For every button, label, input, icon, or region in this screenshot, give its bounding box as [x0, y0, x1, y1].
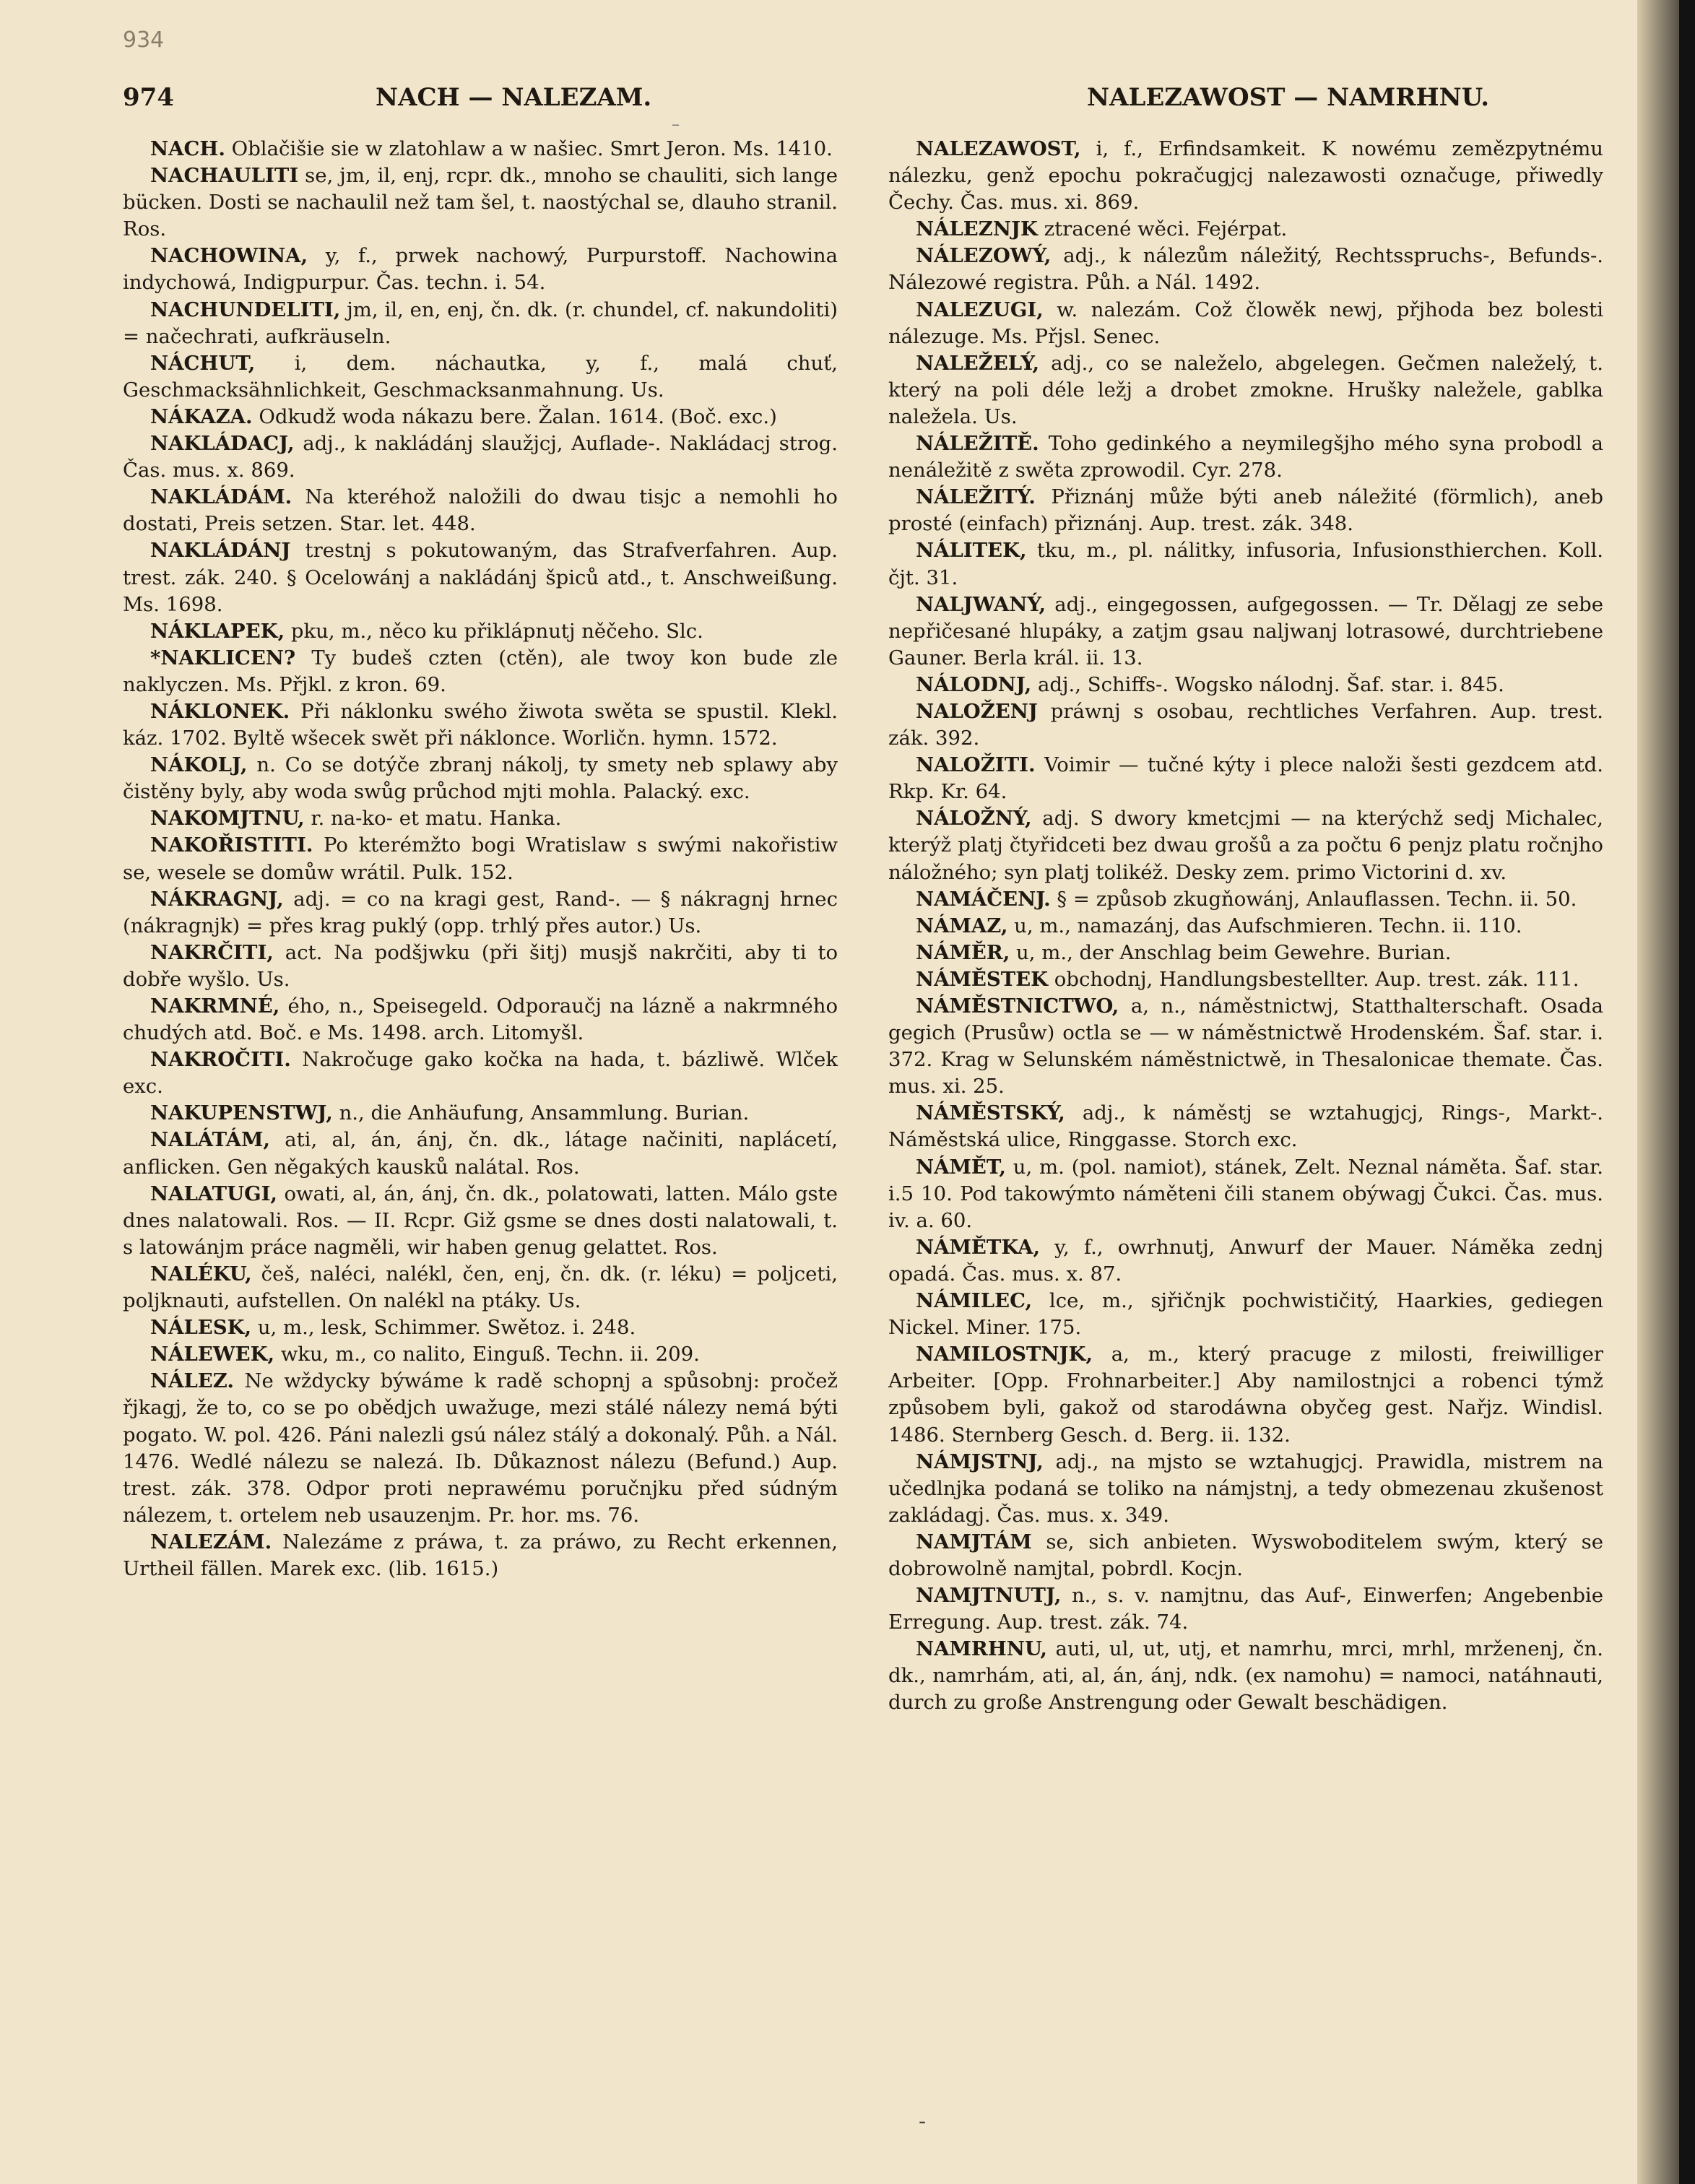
dictionary-entry — [123, 430, 838, 484]
entry-headword: NAKROČITI. — [150, 1048, 291, 1072]
entry-headword: NÁMĚSTEK — [916, 967, 1049, 991]
entry-text: § = způsob zkugňowánj, Anlauflassen. Techn. ii. 50. — [1050, 887, 1577, 911]
dictionary-entry — [123, 993, 838, 1046]
entry-text: adj., eingegossen, aufgegossen. — Tr. Dělagj ze sebe nepřičesané hlupáky, a zatjm gsau naljwanj lotrasowé, durchtriebene Gauner. Berla král. ii. 13. — [888, 592, 1603, 670]
entry-text: r. na-ko- et matu. Hanka. — [304, 807, 562, 831]
dictionary-entry — [123, 1127, 838, 1180]
entry-text: act. Na podšjwku (při šitj) musjš nakrčiti, aby ti to dobře wyšlo. Us. — [123, 940, 838, 991]
entry-headword: NALEZUGI, — [916, 298, 1044, 321]
entry-headword: NALOŽENJ — [916, 699, 1038, 723]
dictionary-entry — [123, 162, 838, 243]
entry-text: adj., k nálezům náležitý, Rechtsspruchs-, Befunds-. Nálezowé registra. Půh. a Nál. 1492. — [888, 244, 1603, 295]
entry-text: Nakročuge gako kočka na hada, t. bázliwě. Wlček exc. — [123, 1048, 838, 1098]
entry-headword: NÁLEZNJK — [916, 217, 1038, 241]
dictionary-entry — [123, 243, 838, 296]
entry-headword: NACHOWINA, — [150, 244, 308, 268]
entry-text: adj. S dwory kmetcjmi — na kterýchž sedj Michalec, kterýž platj čtyřidceti bez dwau grošů a za počtu 6 penjz platu ročnjho náložného; syn platj tolikéž. Desky zem. primo Victorini d. xv. — [888, 807, 1603, 884]
entry-text: adj., k náměstj se wztahugjcj, Rings-, Markt-. Náměstská ulice, Ringgasse. Storch exc. — [888, 1101, 1603, 1152]
dictionary-entry — [888, 698, 1603, 752]
entry-headword: NÁLEZOWÝ, — [916, 244, 1052, 268]
entry-text: owati, al, án, ánj, čn. dk., polatowati, latten. Málo gste dnes nalatowali. Ros. — II. Rcpr. Giž gsme se dnes dosti nalatowali, t. s latowánjm práce nagměli, wir haben genug gelattet. Ros. — [123, 1182, 838, 1259]
dictionary-entry — [888, 537, 1603, 591]
entry-headword: NAMJTNUTJ, — [916, 1584, 1062, 1608]
entry-headword: NALOŽITI. — [916, 753, 1036, 777]
dictionary-entry — [888, 1449, 1603, 1529]
entry-headword: NAKLÁDÁM. — [150, 485, 292, 509]
entry-headword: NAMILOSTNJK, — [916, 1343, 1093, 1366]
entry-headword: NÁLEŽITÝ. — [916, 485, 1036, 509]
page-edge — [1679, 0, 1695, 2184]
dictionary-entry — [888, 1154, 1603, 1234]
entry-headword: NAKOMJTNU, — [150, 807, 305, 831]
entry-headword: NAKRČITI, — [150, 940, 274, 964]
entry-text: adj., co se naleželo, abgelegen. Gečmen naleželý, t. který na poli déle ležj a drobet zmokne. Hrušky naležele, gablka naležela. Us. — [888, 351, 1603, 428]
entry-text: Nalezáme z práwa, t. za práwo, zu Recht erkennen, Urtheil fällen. Marek exc. (lib. 1615.) — [123, 1530, 838, 1580]
entry-headword: NAKRMNÉ, — [150, 994, 280, 1018]
entry-text: Přiznánj může býti aneb náležité (förmlich), aneb prosté (einfach) přiznánj. Aup. trest. zák. 348. — [888, 485, 1603, 536]
dictionary-entry — [888, 243, 1603, 296]
entry-headword: NALATUGI, — [150, 1182, 278, 1205]
dictionary-entry — [123, 297, 838, 350]
dictionary-entry — [888, 297, 1603, 350]
entry-text: češ, naléci, nalékl, čen, enj, čn. dk. (r. léku) = poljceti, poljknauti, aufstellen. On nalékl na ptáky. Us. — [123, 1262, 838, 1313]
entry-headword: NAKUPENSTWJ, — [150, 1101, 333, 1125]
entry-text: u, m., der Anschlag beim Gewehre. Burian. — [1010, 940, 1452, 964]
entry-text: Na kteréhož naložili do dwau tisjc a nemohli ho dostati, Preis setzen. Star. let. 448. — [123, 485, 838, 536]
footer-mark: - — [919, 2109, 927, 2134]
entry-text: auti, ul, ut, utj, et namrhu, mrci, mrhl, mrženenj, čn. dk., namrhám, ati, al, án, ánj, ndk. (ex namohu) = namoci, natáhnauti, durch zu große Anstrengung oder Gewalt beschädigen. — [888, 1637, 1603, 1715]
dictionary-entry — [888, 592, 1603, 672]
dictionary-entry — [123, 1100, 838, 1127]
entry-headword: NÁCHUT, — [150, 351, 256, 375]
dictionary-entry — [888, 672, 1603, 698]
dictionary-entry — [123, 698, 838, 752]
entry-text: wku, m., co nalito, Einguß. Techn. ii. 209. — [274, 1343, 700, 1366]
entry-headword: NÁLOŽNÝ, — [916, 807, 1032, 831]
entry-headword: NÁMĚT, — [916, 1155, 1006, 1179]
dictionary-entry — [888, 1288, 1603, 1341]
entry-headword: NAKLÁDACJ, — [150, 432, 295, 456]
right-column — [888, 136, 1603, 1717]
dictionary-entry — [123, 618, 838, 645]
left-column — [123, 136, 838, 1582]
entry-headword: NÁKRAGNJ, — [150, 887, 284, 911]
entry-text: u, m., lesk, Schimmer. Swětoz. i. 248. — [251, 1316, 636, 1340]
entry-text: adj. = co na kragi gest, Rand-. — § nákragnj hrnec (nákragnjk) = přes krag puklý (opp. trhlý přes autor.) Us. — [123, 887, 838, 937]
dictionary-entry — [888, 805, 1603, 885]
dictionary-entry — [888, 752, 1603, 805]
entry-headword: NÁMĚR, — [916, 940, 1010, 964]
dictionary-entry — [888, 136, 1603, 216]
entry-text: se, sich anbieten. Wyswoboditelem swým, který se dobrowolně namjtal, pobrdl. Kocjn. — [888, 1530, 1603, 1580]
entry-headword: NACHUNDELITI, — [150, 298, 341, 321]
entry-headword: NÁKLAPEK, — [150, 619, 285, 643]
entry-text: i, dem. náchautka, y, f., malá chuť, Geschmacksähnlichkeit, Geschmacksanmahnung. Us. — [123, 351, 838, 402]
dictionary-entry — [888, 484, 1603, 537]
entry-text: Při náklonku swého žiwota swěta se spustil. Klekl. káz. 1702. Byltě wšecek swět při náklonce. Worličn. hymn. 1572. — [123, 699, 838, 750]
dictionary-entry — [888, 350, 1603, 430]
entry-headword: NAMJTÁM — [916, 1530, 1032, 1554]
dictionary-entry — [888, 1341, 1603, 1448]
entry-headword: NALEŽELÝ, — [916, 351, 1040, 375]
entry-text: adj., k nakládánj slaužjcj, Auflade-. Nakládacj strog. Čas. mus. x. 869. — [123, 432, 838, 482]
entry-headword: NALEZÁM. — [150, 1530, 272, 1554]
entry-headword: NALÉKU, — [150, 1262, 252, 1286]
entry-text: se, jm, il, enj, rcpr. dk., mnoho se chauliti, sich lange bücken. Dosti se nachaulil než tam šel, t. naostýchal se, dlauho stranil. Ros. — [123, 164, 838, 241]
entry-text: u, m. (pol. namiot), stánek, Zelt. Neznal náměta. Šaf. star. i.5 10. Pod takowýmto náměteni čili stanem obýwagj Čukci. Čas. mus. iv. a. 60. — [888, 1155, 1603, 1232]
dictionary-entry — [123, 1529, 838, 1582]
entry-text: ati, al, án, ánj, čn. dk., látage načiniti, naplácetí, anflicken. Gen něgakých kausků nalátal. Ros. — [123, 1128, 838, 1179]
entry-headword: NÁLEZ. — [150, 1369, 234, 1393]
entry-text: lce, m., sjřičnjk pochwističitý, Haarkies, gediegen Nickel. Miner. 175. — [888, 1289, 1603, 1340]
entry-headword: NAKOŘISTITI. — [150, 833, 313, 857]
entry-headword: NÁMĚSTSKÝ, — [916, 1101, 1065, 1125]
dictionary-entry — [888, 1100, 1603, 1153]
entry-text: tku, m., pl. nálitky, infusoria, Infusionsthierchen. Koll. čjt. 31. — [888, 539, 1603, 589]
entry-headword: NÁMĚTKA, — [916, 1235, 1041, 1259]
entry-headword: NÁLESK, — [150, 1316, 252, 1340]
entry-headword: NÁLEWEK, — [150, 1343, 275, 1366]
entry-text: n. Co se dotýče zbranj nákolj, ty smety neb splawy aby čistěny byly, aby woda swůg průchod mjti mohla. Palacký. exc. — [123, 753, 838, 804]
entry-headword: *NAKLICEN? — [150, 646, 296, 670]
entry-headword: NAMRHNU, — [916, 1637, 1047, 1661]
dictionary-entry — [123, 1314, 838, 1341]
running-header-left: NACH — NALEZAM. — [376, 83, 652, 112]
dictionary-entry — [123, 1368, 838, 1529]
entry-text: y, f., owrhnutj, Anwurf der Mauer. Náměka zednj opadá. Čas. mus. x. 87. — [888, 1235, 1603, 1286]
entry-text: w. nalezám. Což člowěk newj, přjhoda bez bolesti nálezuge. Ms. Přjsl. Senec. — [888, 298, 1603, 348]
entry-headword: NALÁTÁM, — [150, 1128, 270, 1152]
entry-text: Voimir — tučné kýty i plece naloži šesti gezdcem atd. Rkp. Kr. 64. — [888, 753, 1603, 804]
entry-text: a, n., náměstnictwj, Statthalterschaft. Osada gegich (Prusůw) octla se — w náměstnictwě Hrodenském. Šaf. star. i. 372. Krag w Selunském náměstnictwě, in Thesalonicae themate. Čas. mus. xi. 25. — [888, 994, 1603, 1098]
entry-text: jm, il, en, enj, čn. dk. (r. chundel, cf. nakundoliti) = načechrati, aufkräuseln. — [123, 298, 838, 348]
dictionary-entry — [123, 404, 838, 430]
entry-text: Toho gedinkého a neymilegšjho mého syna probodl a nenáležitě z swěta zprowodil. Cyr. 278. — [888, 432, 1603, 482]
entry-headword: NALEZAWOST, — [916, 137, 1081, 160]
entry-headword: NACH. — [150, 137, 225, 160]
dictionary-entry — [123, 350, 838, 404]
top-mark: – — [672, 116, 680, 134]
dictionary-entry — [888, 993, 1603, 1100]
dictionary-entry — [123, 537, 838, 618]
dictionary-entry — [888, 1582, 1603, 1636]
entry-headword: NÁKOLJ, — [150, 753, 248, 777]
entry-text: n., die Anhäufung, Ansammlung. Burian. — [332, 1101, 750, 1125]
dictionary-entry — [123, 940, 838, 993]
entry-headword: NAMÁČENJ. — [916, 887, 1051, 911]
entry-text: Po kterémžto bogi Wratislaw s swými nakořistiw se, wesele se domůw wrátil. Pulk. 152. — [123, 833, 838, 884]
entry-headword: NÁKLONEK. — [150, 699, 290, 723]
entry-text: adj., na mjsto se wztahugjcj. Prawidla, mistrem na učedlnjka podaná se toliko na námjstnj, a tedy obmezenau zkušenost zakládagj. Čas. mus. x. 349. — [888, 1450, 1603, 1527]
entry-headword: NÁMILEC, — [916, 1289, 1033, 1313]
dictionary-entry — [123, 1261, 838, 1314]
dictionary-entry — [123, 645, 838, 698]
entry-headword: NÁMJSTNJ, — [916, 1450, 1044, 1473]
dictionary-entry — [888, 913, 1603, 940]
entry-text: Oblačišie sie w zlatohlaw a w našiec. Smrt Jeron. Ms. 1410. — [225, 137, 833, 160]
dictionary-entry — [888, 886, 1603, 913]
entry-headword: NÁKAZA. — [150, 404, 253, 428]
dictionary-entry — [123, 832, 838, 885]
entry-headword: NÁMAZ, — [916, 914, 1008, 937]
entry-headword: NÁLODNJ, — [916, 672, 1032, 696]
dictionary-entry — [888, 1636, 1603, 1716]
dictionary-entry — [123, 1046, 838, 1100]
dictionary-entry — [123, 136, 838, 162]
entry-text: ého, n., Speisegeld. Odporaučj na lázně a nakrmného chudých atd. Boč. e Ms. 1498. arch. Litomyšl. — [123, 994, 838, 1045]
entry-headword: NÁMĚSTNICTWO, — [916, 994, 1119, 1018]
dictionary-entry — [123, 886, 838, 940]
entry-headword: NAKLÁDÁNJ — [150, 539, 291, 563]
dictionary-entry — [888, 430, 1603, 484]
dictionary-entry — [888, 940, 1603, 966]
entry-text: pku, m., něco ku přiklápnutj něčeho. Slc. — [285, 619, 703, 643]
entry-text: Ty budeš czten (ctěn), ale twoy kon bude zle naklyczen. Ms. Přjkl. z kron. 69. — [123, 646, 838, 696]
dictionary-entry — [888, 1529, 1603, 1582]
dictionary-entry — [123, 805, 838, 832]
dictionary-entry — [888, 1234, 1603, 1288]
entry-headword: NALJWANÝ, — [916, 592, 1046, 616]
entry-text: obchodnj, Handlungsbestellter. Aup. trest. zák. 111. — [1048, 967, 1579, 991]
entry-headword: NÁLEŽITĚ. — [916, 432, 1039, 456]
dictionary-entry — [123, 484, 838, 537]
dictionary-entry — [888, 966, 1603, 993]
dictionary-entry — [123, 1341, 838, 1368]
handwritten-page-number: 934 — [123, 27, 165, 53]
entry-text: a, m., který pracuge z milosti, freiwilliger Arbeiter. [Opp. Frohnarbeiter.] Aby namilostnjci a robenci týmž způsobem byli, gakož od starodáwna obyčeg gest. Nařjz. Windisl. 1486. Sternberg Gesch. d. Berg. ii. 132. — [888, 1343, 1603, 1447]
entry-text: práwnj s osobau, rechtliches Verfahren. Aup. trest. zák. 392. — [888, 699, 1603, 750]
entry-text: y, f., prwek nachowý, Purpurstoff. Nachowina indychowá, Indigpurpur. Čas. techn. i. 54. — [123, 244, 838, 295]
page-number: 974 — [123, 83, 174, 112]
entry-text: trestnj s pokutowaným, das Strafverfahren. Aup. trest. zák. 240. § Ocelowánj a nakládánj špiců atd., t. Anschweißung. Ms. 1698. — [123, 539, 838, 616]
running-header-right: NALEZAWOST — NAMRHNU. — [1087, 83, 1490, 112]
entry-text: u, m., namazánj, das Aufschmieren. Techn. ii. 110. — [1007, 914, 1522, 937]
entry-text: Ne wždycky býwáme k radě schopnj a spůsobnj: pročež řjkagj, že to, co se po obědjch uwažuge, mezi stálé nálezy nemá býti pogato. W. pol. 426. Páni nalezli gsú nález stálý a dokonalý. Půh. a Nál. 1476. Wedlé nálezu se nalezá. Ib. Důkaznost nálezu (Befund.) Aup. trest. zák. 378. Odpor proti neprawému poručnjku před súdným nálezem, t. ortelem neb usauzenjm. Pr. hor. ms. 76. — [123, 1369, 838, 1527]
entry-text: ztracené wěci. Fejérpat. — [1037, 217, 1288, 241]
entry-text: Odkudž woda nákazu bere. Žalan. 1614. (Boč. exc.) — [252, 404, 777, 428]
entry-headword: NACHAULITI — [150, 164, 299, 188]
entry-headword: NÁLITEK, — [916, 539, 1027, 563]
entry-text: i, f., Erfindsamkeit. K nowému zemězpytnému nálezku, genž epochu pokračugjcj nalezawosti označuge, přiwedly Čechy. Čas. mus. xi. 869. — [888, 137, 1603, 214]
dictionary-entry — [123, 1181, 838, 1261]
dictionary-entry — [123, 752, 838, 805]
dictionary-entry — [888, 216, 1603, 243]
entry-text: n., s. v. namjtnu, das Auf-, Einwerfen; Angebenbie Erregung. Aup. trest. zák. 74. — [888, 1584, 1603, 1634]
entry-text: adj., Schiffs-. Wogsko nálodnj. Šaf. star. i. 845. — [1031, 672, 1504, 696]
